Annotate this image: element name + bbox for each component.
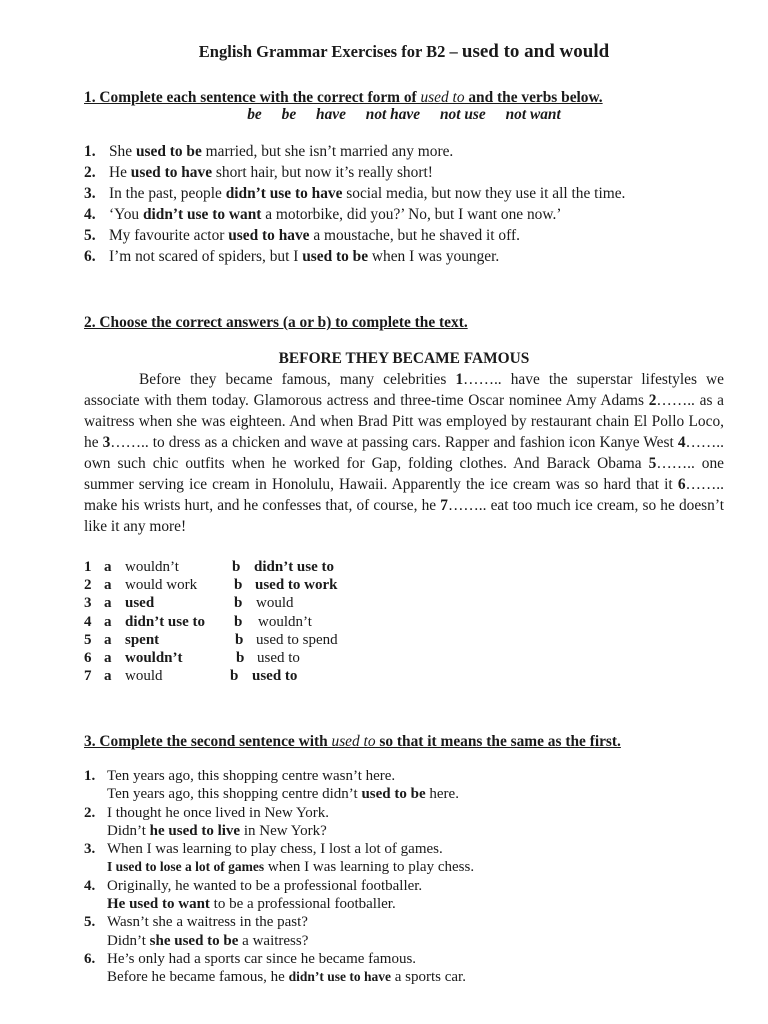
gap-number: 2 — [648, 392, 657, 409]
exercise-3-item — [84, 877, 744, 914]
option-a-text: would — [125, 668, 163, 685]
option-letter-a: a — [104, 631, 112, 648]
sentence-text: to be a professional footballer. — [209, 896, 396, 913]
option-b-text: used to spend — [256, 631, 338, 648]
sentence-text: a sports car. — [390, 969, 466, 986]
item-number: 3. — [84, 185, 96, 202]
item-number: 6. — [84, 248, 96, 265]
verb-word: not want — [505, 106, 561, 123]
option-letter-b: b — [234, 577, 243, 594]
exercise-1-heading: 1. Complete each sentence with the correct form of used to and the verbs below. — [84, 89, 603, 106]
story-segment: …….. to dress as a chicken and wave at passing cars. Rapper and fashion icon Kanye West — [110, 434, 678, 451]
answer-number: 1 — [84, 559, 92, 575]
story-title: BEFORE THEY BECAME FAMOUS — [278, 350, 530, 367]
verb-word: be — [281, 106, 297, 123]
title-part-1: English Grammar Exercises for B2 – — [198, 42, 458, 61]
gap-number: 7 — [440, 497, 448, 514]
verb-word: not have — [365, 106, 421, 123]
option-a-text: spent — [125, 631, 160, 648]
sentence-text: a waitress? — [238, 932, 309, 949]
option-letter-b: b — [234, 595, 243, 612]
item-number: 3. — [84, 841, 96, 858]
option-letter-a: a — [104, 649, 112, 666]
verb-word: have — [316, 106, 346, 123]
sentence-text: She — [109, 143, 136, 160]
sentence-text: when I was learning to play chess. — [264, 859, 475, 876]
option-letter-b: b — [236, 649, 245, 666]
option-b-text: wouldn’t — [258, 613, 312, 630]
sentence-text: My favourite actor — [109, 227, 229, 244]
sentence-text: ‘You — [109, 206, 143, 223]
sentence-text: In the past, people — [109, 185, 226, 202]
option-letter-a: a — [104, 595, 112, 612]
story-segment: …….. eat too much ice cream, so he doesn’t like it any more! — [84, 497, 724, 535]
item-number: 4. — [84, 206, 96, 223]
story-segment: Before they became famous, many celebrities — [139, 371, 456, 388]
rewritten-sentence — [107, 932, 744, 950]
rewritten-sentence — [107, 858, 744, 876]
gap-number: 1 — [455, 371, 464, 388]
option-a-text: wouldn’t — [125, 559, 179, 575]
sentence-text: when I was younger. — [368, 248, 500, 265]
verb-word: be — [247, 106, 262, 123]
sentence-text: I’m not scared of spiders, but I — [109, 248, 303, 265]
option-a-text: used — [125, 595, 155, 612]
exercise-1-item — [84, 204, 625, 225]
sentence-text: married, but she isn’t married any more. — [201, 143, 454, 160]
rewritten-sentence — [107, 785, 744, 803]
option-b-text: would — [256, 595, 294, 612]
original-sentence: Originally, he wanted to be a professional footballer. — [107, 877, 423, 894]
answer-number: 7 — [84, 668, 92, 685]
sentence-text: a motorbike, did you?’ No, but I want one now.’ — [261, 206, 562, 223]
gap-number: 5 — [648, 455, 657, 472]
option-b-text: used to — [257, 649, 300, 666]
exercise-1-item — [84, 141, 625, 162]
answer-text: didn’t use to have — [225, 185, 343, 202]
option-letter-b: b — [234, 613, 243, 630]
sentence-text: Didn’t — [107, 822, 150, 839]
story-text — [84, 369, 724, 537]
answer-text: didn’t use to want — [142, 206, 262, 223]
answer-number: 2 — [84, 577, 92, 594]
answer-number: 6 — [84, 649, 92, 666]
rewritten-sentence — [107, 895, 744, 913]
title-part-2: used to and would — [461, 41, 610, 62]
sentence-text: social media, but now they use it all the time. — [342, 185, 626, 202]
sentence-text: a moustache, but he shaved it off. — [309, 227, 520, 244]
original-sentence: When I was learning to play chess, I lost a lot of games. — [107, 841, 443, 858]
answer-text: used to be — [302, 248, 369, 265]
option-letter-a: a — [104, 613, 112, 630]
sentence-text: in New York? — [240, 822, 327, 839]
item-number: 1. — [84, 143, 96, 160]
story-segment: …….. as a waitress when she was eighteen. And when Brad Pitt was employed by restaurant chain El Pollo Loco, he — [84, 392, 724, 451]
exercise-3-item — [84, 804, 744, 841]
answer-number: 3 — [84, 595, 92, 612]
gap-number: 3 — [102, 434, 111, 451]
sentence-text: Ten years ago, this shopping centre didn’t — [107, 786, 362, 803]
option-b-text: used to — [252, 668, 298, 685]
sentence-text: He — [109, 164, 131, 181]
answer-text: used to have — [130, 164, 213, 181]
option-letter-b: b — [235, 631, 244, 648]
sentence-text: Before he became famous, he — [107, 969, 289, 986]
original-sentence: Ten years ago, this shopping centre wasn’t here. — [107, 768, 396, 784]
exercise-1-item — [84, 225, 625, 246]
answer-text: used to have — [228, 227, 310, 244]
exercise-3-list — [84, 767, 744, 987]
sentence-text: Didn’t — [107, 932, 150, 949]
verb-bank — [84, 104, 724, 125]
story-segment: …….. own such chic outfits when he worked for Gap, folding clothes. And Barack Obama — [84, 434, 724, 472]
exercise-1-item — [84, 183, 625, 204]
exercise-1-item — [84, 246, 625, 267]
answer-text: He used to want — [107, 896, 210, 913]
exercise-3-heading: 3. Complete the second sentence with used to so that it means the same as the first. — [84, 733, 621, 750]
original-sentence: He’s only had a sports car since he became famous. — [107, 950, 417, 967]
option-a-text: would work — [125, 577, 198, 594]
answer-text: used to be — [361, 786, 426, 803]
item-number: 5. — [84, 914, 96, 931]
page-title — [84, 41, 724, 62]
answer-text: didn’t use to have — [288, 969, 391, 985]
rewritten-sentence — [107, 968, 744, 986]
option-letter-a: a — [104, 577, 112, 594]
item-number: 2. — [84, 164, 96, 181]
story-segment: …….. one summer serving ice cream in Honolulu, Hawaii. Apparently the ice cream was so hard that it — [84, 455, 725, 493]
sentence-text: short hair, but now it’s really short! — [212, 164, 433, 181]
answer-number: 4 — [84, 613, 92, 630]
option-letter-a: a — [104, 668, 112, 685]
answer-number: 5 — [84, 631, 92, 648]
item-number: 1. — [84, 768, 96, 784]
exercise-1-list — [84, 141, 625, 267]
story-segment: …….. have the superstar lifestyles we associate with them today. Glamorous actress and three-time Oscar nominee Amy Adams — [84, 371, 724, 409]
exercise-2-heading: 2. Choose the correct answers (a or b) to complete the text. — [84, 314, 468, 331]
exercise-3-item — [84, 840, 744, 877]
option-a-text: didn’t use to — [125, 613, 206, 630]
answer-text: used to be — [135, 143, 202, 160]
option-a-text: wouldn’t — [125, 649, 183, 666]
original-sentence: Wasn’t she a waitress in the past? — [107, 914, 308, 931]
item-number: 2. — [84, 804, 96, 821]
option-letter-a: a — [104, 559, 112, 575]
exercise-3-item — [84, 913, 744, 950]
rewritten-sentence — [107, 822, 744, 840]
exercise-1-item — [84, 162, 625, 183]
exercise-3-item — [84, 950, 744, 987]
gap-number: 6 — [677, 476, 686, 493]
option-letter-b: b — [232, 559, 241, 575]
answer-text: he used to live — [149, 822, 241, 839]
option-b-text: used to work — [255, 577, 338, 594]
exercise-3-item — [84, 767, 744, 804]
item-number: 4. — [84, 877, 96, 894]
option-letter-b: b — [230, 668, 239, 685]
story-segment: …….. make his wrists hurt, and he confesses that, of course, he — [84, 476, 724, 514]
sentence-text: here. — [425, 786, 459, 803]
item-number: 5. — [84, 227, 96, 244]
gap-number: 4 — [677, 434, 686, 451]
answer-text: she used to be — [149, 932, 239, 949]
original-sentence: I thought he once lived in New York. — [107, 804, 330, 821]
item-number: 6. — [84, 950, 96, 967]
verb-word: not use — [439, 106, 486, 123]
option-b-text: didn’t use to — [254, 559, 335, 575]
answer-text: I used to lose a lot of games — [107, 859, 265, 875]
